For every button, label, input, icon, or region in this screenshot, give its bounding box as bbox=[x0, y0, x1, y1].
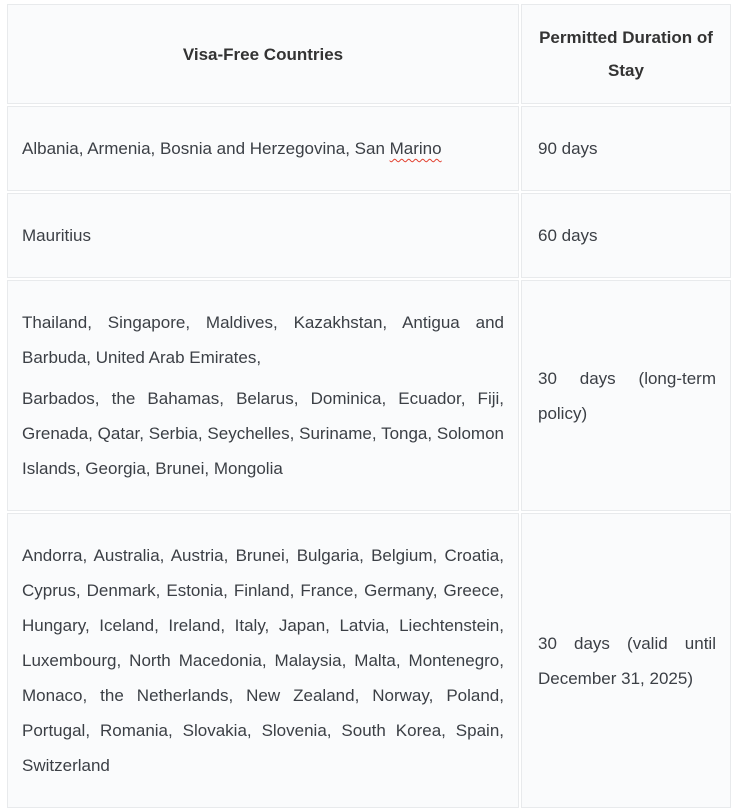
countries-text-paragraph-2: Barbados, the Bahamas, Belarus, Dominica, Ecuador, Fiji, Grenada, Qatar, Serbia, Seychelles, Suriname, Tonga, Solomon Islands, Georgia, Brunei, Mongolia bbox=[22, 389, 504, 478]
countries-cell bbox=[7, 513, 519, 808]
countries-text-prefix: Albania, Armenia, Bosnia and Herzegovina, San bbox=[22, 139, 390, 158]
table-row-30-days-until-2025 bbox=[7, 513, 731, 808]
table-row-60-days bbox=[7, 193, 731, 278]
countries-cell bbox=[7, 280, 519, 511]
duration-cell: 30 days (long-term policy) bbox=[521, 280, 731, 511]
countries-text: Mauritius bbox=[22, 226, 91, 245]
duration-cell: 30 days (valid until December 31, 2025) bbox=[521, 513, 731, 808]
table-row-30-days-longterm bbox=[7, 280, 731, 511]
countries-cell bbox=[7, 193, 519, 278]
misspelled-word: Marino bbox=[389, 139, 442, 158]
header-cell-countries: Visa-Free Countries bbox=[7, 4, 519, 104]
countries-text: Andorra, Australia, Austria, Brunei, Bulgaria, Belgium, Croatia, Cyprus, Denmark, Estonia, Finland, France, Germany, Greece, Hungary, Iceland, Ireland, Italy, Japan, Latvia, Liechtenstein, Luxembourg, North Macedonia, Malaysia, Malta, Montenegro, Monaco, the Netherlands, New Zealand, Norway, Poland, Portugal, Romania, Slovakia, Slovenia, South Korea, Spain, Switzerland bbox=[22, 546, 504, 775]
visa-free-countries-table bbox=[5, 2, 733, 810]
table-row-90-days bbox=[7, 106, 731, 191]
duration-cell: 60 days bbox=[521, 193, 731, 278]
header-cell-duration: Permitted Duration of Stay bbox=[521, 4, 731, 104]
header-row bbox=[7, 4, 731, 104]
countries-cell bbox=[7, 106, 519, 191]
duration-cell: 90 days bbox=[521, 106, 731, 191]
countries-text bbox=[22, 131, 504, 166]
countries-text-paragraph-1: Thailand, Singapore, Maldives, Kazakhstan, Antigua and Barbuda, United Arab Emirates, bbox=[22, 313, 504, 367]
